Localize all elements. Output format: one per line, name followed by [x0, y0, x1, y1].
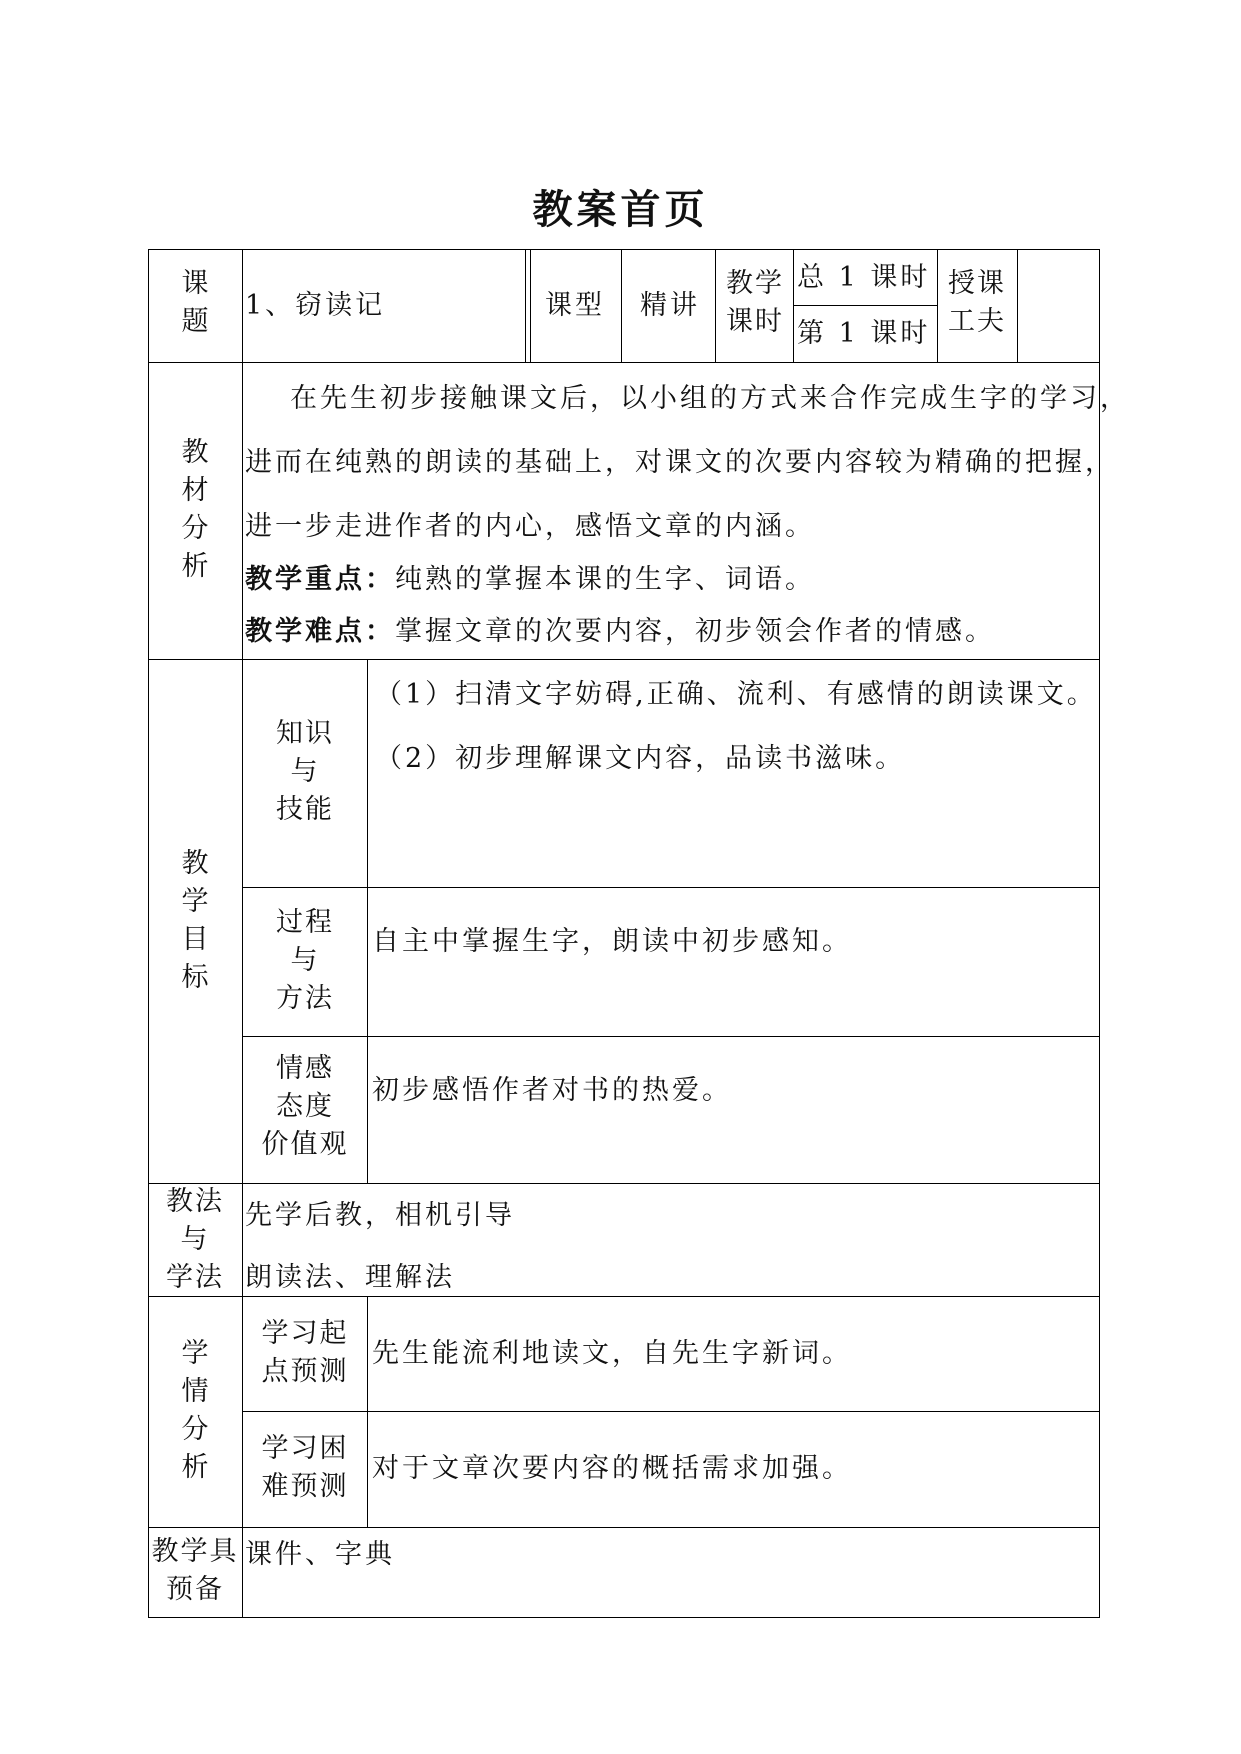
material-label: 教材分析 [181, 437, 211, 582]
process-value: 自主中掌握生字，朗读中初步感知。 [372, 926, 852, 957]
label-line: 价值观 [261, 1129, 349, 1160]
col-divider [937, 249, 938, 362]
emotion-label [250, 1050, 360, 1164]
label-line: 教学具 [151, 1536, 239, 1567]
label-line: 学习困 [261, 1433, 349, 1464]
teach-time-label: 授课工夫 [948, 268, 1006, 337]
knowledge-item: （2）初步理解课文内容，品读书滋味。 [375, 743, 906, 774]
material-line: 进而在纯熟的朗读的基础上，对课文的次要内容较为精确的把握， [245, 447, 1115, 478]
label-line: 学法 [166, 1262, 224, 1293]
row-divider [242, 1036, 1100, 1037]
label-line: 过程 [276, 907, 334, 938]
difficult-point-label: 教学难点： [245, 616, 395, 647]
label-line: 态度 [276, 1091, 334, 1122]
objectives-label: 教学目标 [181, 848, 211, 993]
page-title: 教案首页 [532, 186, 709, 233]
knowledge-item: （1）扫清文字妨碍,正确、流利、有感情的朗读课文。 [375, 679, 1097, 710]
row-divider [793, 305, 937, 306]
tools-value: 课件、字典 [245, 1539, 395, 1570]
row-divider [148, 659, 1100, 660]
label-line: 点预测 [261, 1356, 349, 1387]
label-line: 与 [290, 756, 320, 787]
hours-label: 教学课时 [726, 268, 784, 337]
type-value: 精讲 [640, 290, 700, 321]
start-value: 先生能流利地读文，自先生字新词。 [372, 1338, 852, 1369]
label-line: 方法 [276, 983, 334, 1014]
key-point [245, 566, 815, 593]
col-divider [793, 249, 794, 362]
row-divider [148, 1527, 1100, 1528]
label-line: 难预测 [261, 1471, 349, 1502]
col-divider [525, 249, 526, 362]
col-divider [715, 249, 716, 362]
key-point-label: 教学重点： [245, 564, 395, 595]
col-divider [621, 249, 622, 362]
row-divider [242, 887, 1100, 888]
label-line: 技能 [276, 794, 334, 825]
col-divider [367, 1296, 368, 1527]
col-divider [367, 659, 368, 1183]
row-divider [148, 1183, 1100, 1184]
label-line: 教法 [166, 1186, 224, 1217]
row-divider [148, 362, 1100, 363]
methods-label [150, 1183, 240, 1297]
label-line: 知识 [276, 718, 334, 749]
col-divider [530, 249, 531, 362]
col-divider [242, 249, 243, 1618]
difficulty-label [250, 1430, 360, 1506]
difficult-point-value: 掌握文章的次要内容，初步领会作者的情感。 [395, 616, 995, 647]
current-hours: 第 1 课时 [797, 318, 931, 349]
key-point-value: 纯熟的掌握本课的生字、词语。 [395, 564, 815, 595]
start-label [250, 1315, 360, 1391]
teaching-method: 先学后教，相机引导 [245, 1200, 515, 1231]
knowledge-label [250, 715, 360, 829]
total-hours: 总 1 课时 [797, 262, 931, 293]
difficulty-value: 对于文章次要内容的概括需求加强。 [372, 1453, 852, 1484]
topic-value: 1、窃读记 [245, 290, 386, 321]
label-line: 预备 [166, 1574, 224, 1605]
material-line: 进一步走进作者的内心，感悟文章的内涵。 [245, 511, 815, 542]
col-divider [1017, 249, 1018, 362]
label-line: 情感 [276, 1053, 334, 1084]
learning-method: 朗读法、理解法 [245, 1262, 455, 1293]
tools-label [150, 1533, 240, 1609]
material-line: 在先生初步接触课文后，以小组的方式来合作完成生字的学习， [290, 383, 1130, 414]
topic-label: 课题 [181, 268, 211, 337]
label-line: 学习起 [261, 1318, 349, 1349]
learning-label: 学情分析 [181, 1338, 211, 1483]
label-line: 与 [180, 1224, 210, 1255]
process-label [250, 904, 360, 1018]
label-line: 与 [290, 945, 320, 976]
type-label: 课型 [545, 290, 605, 321]
difficult-point [245, 618, 995, 645]
row-divider [242, 1411, 1100, 1412]
emotion-value: 初步感悟作者对书的热爱。 [372, 1075, 732, 1106]
row-divider [148, 1296, 1100, 1297]
